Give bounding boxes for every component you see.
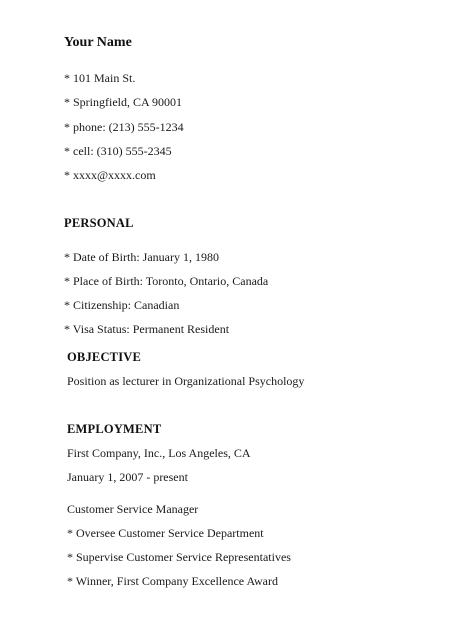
personal-birthplace: * Place of Birth: Toronto, Ontario, Canada bbox=[64, 274, 269, 288]
employment-title: Customer Service Manager bbox=[67, 502, 199, 516]
employment-duty: * Winner, First Company Excellence Award bbox=[67, 574, 278, 588]
contact-city: * Springfield, CA 90001 bbox=[64, 95, 183, 109]
personal-dob: * Date of Birth: January 1, 1980 bbox=[64, 250, 219, 264]
employment-company: First Company, Inc., Los Angeles, CA bbox=[67, 446, 251, 460]
employment-duty: * Oversee Customer Service Department bbox=[67, 526, 264, 540]
personal-heading: PERSONAL bbox=[64, 216, 134, 230]
contact-address: * 101 Main St. bbox=[64, 71, 136, 85]
personal-citizenship: * Citizenship: Canadian bbox=[64, 298, 180, 312]
employment-duty: * Supervise Customer Service Representatives bbox=[67, 550, 291, 564]
contact-email: * xxxx@xxxx.com bbox=[64, 168, 156, 182]
contact-cell: * cell: (310) 555-2345 bbox=[64, 144, 172, 158]
objective-text: Position as lecturer in Organizational Psychology bbox=[67, 374, 305, 388]
employment-dates: January 1, 2007 - present bbox=[67, 470, 188, 484]
contact-phone: * phone: (213) 555-1234 bbox=[64, 120, 184, 134]
resume-name: Your Name bbox=[64, 35, 132, 50]
employment-heading: EMPLOYMENT bbox=[67, 422, 162, 436]
objective-heading: OBJECTIVE bbox=[67, 350, 142, 364]
personal-visa: * Visa Status: Permanent Resident bbox=[64, 322, 230, 336]
